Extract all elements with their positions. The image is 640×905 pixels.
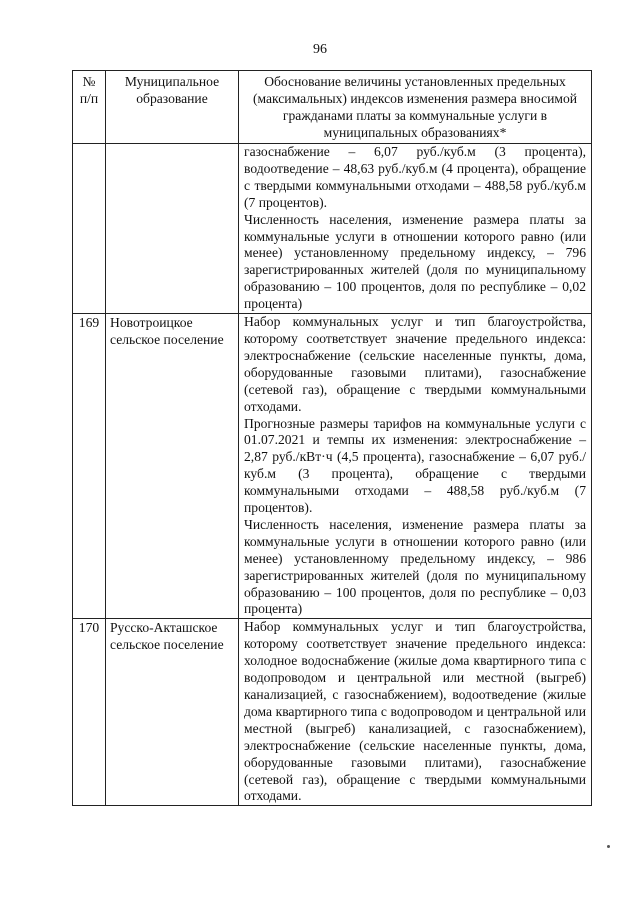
row-municipality: Русско-Акташское сельское поселение (106, 619, 239, 806)
paragraph: Набор коммунальных услуг и тип благоустройства, которому соответствует значение предельного индекса: электроснабжение (сельские населенные пункты, дома, оборудованные газовыми плитами), газоснабжение (сетевой газ), обращение с твердыми коммунальными отходами. (244, 314, 586, 414)
header-municipality: Муниципальное образование (106, 71, 239, 144)
row-municipality: Новотроицкое сельское поселение (106, 314, 239, 619)
paragraph: газоснабжение – 6,07 руб./куб.м (3 процента), водоотведение – 48,63 руб./куб.м (4 процента), обращение с твердыми коммунальными отходами – 488,58 руб./куб.м (7 процентов). (244, 144, 586, 210)
row-num: 169 (73, 314, 106, 619)
municipal-index-table (72, 70, 592, 806)
paragraph: Прогнозные размеры тарифов на коммунальные услуги с 01.07.2021 и темпы их изменения: электроснабжение – 2,87 руб./кВт·ч (4,5 процента), газоснабжение – 6,07 руб./куб.м (3 процента), обращение с твердыми коммунальными отходами – 488,58 руб./куб.м (7 процентов). (244, 415, 586, 516)
paragraph: Набор коммунальных услуг и тип благоустройства, которому соответствует значение предельного индекса: холодное водоснабжение (жилые дома квартирного типа с водопроводом и центральной или местной (выгреб) канализацией, с газоснабжением), водоотведение (жилые дома квартирного типа с водопроводом и центральной или местной (выгреб) канализацией, с газоснабжением), электроснабжение (сельские населенные пункты, дома, оборудованные газовыми плитами), газоснабжение (сетевой газ), обращение с твердыми коммунальными отходами. (244, 619, 586, 804)
table-row (73, 314, 592, 619)
table-row (73, 144, 592, 314)
row-num (73, 144, 106, 314)
row-justification (239, 619, 592, 806)
header-num: № п/п (73, 71, 106, 144)
row-num: 170 (73, 619, 106, 806)
row-justification (239, 314, 592, 619)
scan-speck (607, 845, 610, 848)
paragraph: Численность населения, изменение размера платы за коммунальные услуги в отношении которого равно (или менее) установленному предельному индексу, – 986 зарегистрированных жителей (доля по муниципальному образованию – 100 процентов, доля по республике – 0,03 процента) (244, 516, 586, 617)
paragraph: Численность населения, изменение размера платы за коммунальные услуги в отношении которого равно (или менее) установленному предельному индексу, – 796 зарегистрированных жителей (доля по муниципальному образованию – 100 процентов, доля по республике – 0,02 процента) (244, 211, 586, 312)
row-municipality (106, 144, 239, 314)
header-justification: Обоснование величины установленных предельных (максимальных) индексов изменения размера вносимой гражданами платы за коммунальные услуги в муниципальных образованиях* (239, 71, 592, 144)
page-number: 96 (313, 42, 327, 57)
row-justification (239, 144, 592, 314)
table-row (73, 619, 592, 806)
table-header-row (73, 71, 592, 144)
